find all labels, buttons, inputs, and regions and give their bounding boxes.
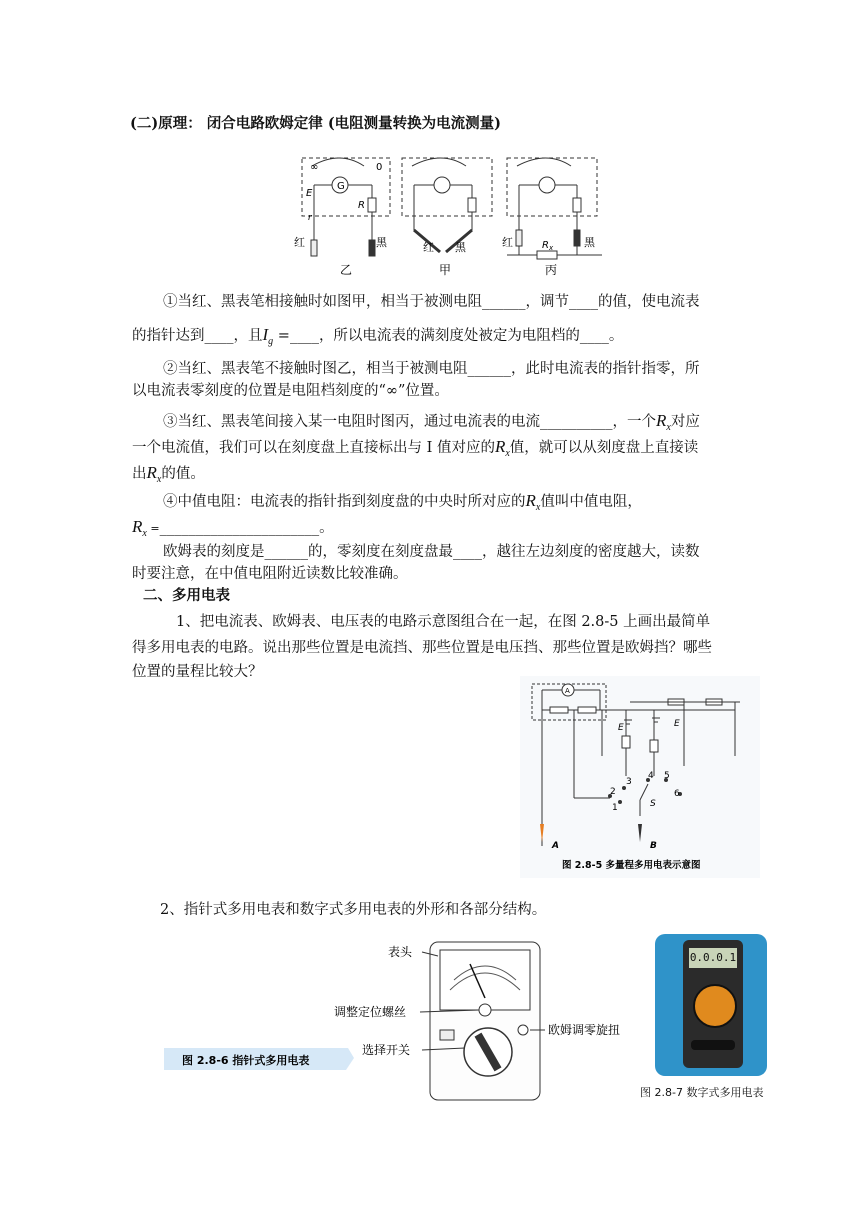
rx-label: R bbox=[542, 240, 549, 251]
svg-text:Rx bbox=[542, 240, 554, 252]
question-2: 2、指针式多用电表和数字式多用电表的外形和各部分结构。 bbox=[160, 902, 547, 918]
paragraph-4-line-1 bbox=[163, 491, 642, 518]
section-heading: (二)原理： 闭合电路欧姆定律 (电阻测量转换为电流测量) bbox=[130, 115, 502, 132]
section-2-heading: 二、多用电表 bbox=[143, 587, 230, 604]
rx-symbol-4: R bbox=[525, 491, 536, 510]
selector-switch-label: 选择开关 bbox=[362, 1043, 411, 1057]
switch-pos-6: 6 bbox=[674, 789, 680, 799]
switch-pos-5: 5 bbox=[664, 771, 670, 781]
paragraph-2-line-1: ②当红、黑表笔不接触时图乙，相当于被测电阻______，此时电流表的指针指零，所 bbox=[163, 361, 700, 377]
switch-s-label: S bbox=[650, 799, 656, 809]
zero-label: 0 bbox=[376, 162, 383, 173]
p3-text-f: 的值。 bbox=[161, 466, 205, 482]
rx-symbol-5: R bbox=[132, 517, 143, 536]
paragraph-3-line-1 bbox=[163, 411, 700, 438]
ohmmeter-circuits-figure bbox=[292, 150, 610, 280]
input-jacks bbox=[691, 1040, 735, 1050]
multimeter-body bbox=[683, 940, 743, 1068]
switch-pos-2: 2 bbox=[610, 787, 616, 797]
black-probe-label: 黑 bbox=[376, 236, 387, 249]
adjust-screw-label: 调整定位螺丝 bbox=[334, 1005, 407, 1019]
question-1-line-1: 1、把电流表、欧姆表、电压表的电路示意图组合在一起，在图 2.8-5 上画出最简单 bbox=[176, 614, 711, 630]
p3-text-e: 出 bbox=[132, 466, 147, 482]
paragraph-2-line-2: 以电流表零刻度的位置是电阻档刻度的“∞”位置。 bbox=[132, 383, 449, 399]
analog-multimeter-figure bbox=[160, 940, 640, 1102]
p4-text-a: ④中值电阻：电流表的指针指到刻度盘的中央时所对应的 bbox=[163, 494, 526, 510]
circuit-jia bbox=[402, 158, 492, 252]
paragraph-4-line-2 bbox=[132, 517, 334, 544]
emf-label-1: E bbox=[618, 723, 624, 733]
p1-text-a: 的指针达到____，且 bbox=[132, 328, 263, 344]
rx-sub-4: x bbox=[535, 501, 541, 513]
black-probe-label-jia: 黑 bbox=[455, 241, 466, 254]
rotary-dial[interactable] bbox=[693, 984, 737, 1028]
paragraph-3-line-3 bbox=[132, 463, 205, 490]
p3-text-c: 一个电流值，我们可以在刻度盘上直接标出与 I 值对应的 bbox=[132, 440, 495, 456]
p4-blank: ______________________。 bbox=[159, 520, 334, 536]
paragraph-1-line-1: ①当红、黑表笔相接触时如图甲，相当于被测电阻______，调节____的值，使电流表 bbox=[163, 294, 700, 310]
paragraph-3-line-2 bbox=[132, 437, 698, 464]
red-probe-label: 红 bbox=[294, 236, 305, 249]
internal-r-label: r bbox=[308, 213, 312, 223]
galvanometer-label: G bbox=[337, 181, 345, 192]
probe-b-label: B bbox=[650, 841, 657, 851]
rx-sub-3: x bbox=[156, 473, 162, 485]
rx-symbol: R bbox=[656, 411, 667, 430]
p4-text-b: 值叫中值电阻， bbox=[540, 494, 642, 510]
ig-sub: g bbox=[268, 335, 274, 347]
rx-symbol-2: R bbox=[494, 437, 506, 456]
ig-equals: = bbox=[273, 328, 290, 344]
lcd-display: 0.0.0.1 bbox=[689, 948, 737, 968]
ig-symbol: I bbox=[262, 325, 269, 344]
multimeter-circuit-figure bbox=[520, 676, 760, 878]
rx-equals: = bbox=[146, 522, 160, 535]
infinity-label: ∞ bbox=[310, 162, 319, 173]
rx-sub-5: x bbox=[142, 527, 147, 539]
rx-sub-label: x bbox=[548, 244, 554, 252]
ammeter-label: A bbox=[565, 687, 570, 695]
figure-2-8-5-caption: 图 2.8-5 多量程多用电表示意图 bbox=[562, 860, 701, 871]
emf-label: E bbox=[306, 188, 313, 199]
emf-label-2: E bbox=[674, 719, 680, 729]
rx-sub: x bbox=[666, 421, 671, 433]
digital-multimeter-figure bbox=[655, 934, 767, 1076]
black-probe-label-bing: 黑 bbox=[584, 236, 595, 249]
p3-text-d: 值，就可以从刻度盘上直接读 bbox=[509, 440, 699, 456]
meter-head-label: 表头 bbox=[388, 945, 413, 959]
switch-pos-3: 3 bbox=[626, 777, 632, 787]
question-1-line-3: 位置的量程比较大？ bbox=[132, 664, 263, 680]
figure-2-8-6-caption: 图 2.8-6 指针式多用电表 bbox=[182, 1054, 310, 1067]
switch-pos-1: 1 bbox=[612, 803, 618, 813]
resistor-label: R bbox=[358, 200, 365, 211]
rx-symbol-3: R bbox=[146, 463, 157, 482]
caption-yi: 乙 bbox=[340, 263, 353, 277]
paragraph-5-line-1: 欧姆表的刻度是______的，零刻度在刻度盘最____，越往左边刻度的密度越大，读数 bbox=[163, 544, 700, 560]
red-probe-label-bing: 红 bbox=[502, 236, 513, 249]
p3-text-b: 对应 bbox=[670, 414, 700, 430]
paragraph-1-line-2 bbox=[132, 325, 623, 352]
probe-a-label: A bbox=[552, 841, 559, 851]
switch-pos-4: 4 bbox=[648, 771, 654, 781]
caption-bing: 丙 bbox=[545, 263, 558, 277]
ohm-zero-knob-label: 欧姆调零旋扭 bbox=[548, 1023, 621, 1037]
question-1-line-2: 得多用电表的电路。说出那些位置是电流挡、那些位置是电压挡、那些位置是欧姆挡？哪些 bbox=[132, 640, 712, 656]
paragraph-5-line-2: 时要注意，在中值电阻附近读数比较准确。 bbox=[132, 566, 408, 582]
p3-text-a: ③当红、黑表笔间接入某一电阻时图丙，通过电流表的电流__________，一个 bbox=[163, 414, 656, 430]
caption-jia: 甲 bbox=[439, 263, 452, 277]
figure-2-8-7-caption: 图 2.8-7 数字式多用电表 bbox=[640, 1086, 764, 1099]
p1-text-b: ____，所以电流表的满刻度处被定为电阻档的____。 bbox=[289, 328, 624, 344]
red-probe-label-jia: 红 bbox=[423, 241, 434, 254]
rx-sub-2: x bbox=[505, 447, 510, 459]
